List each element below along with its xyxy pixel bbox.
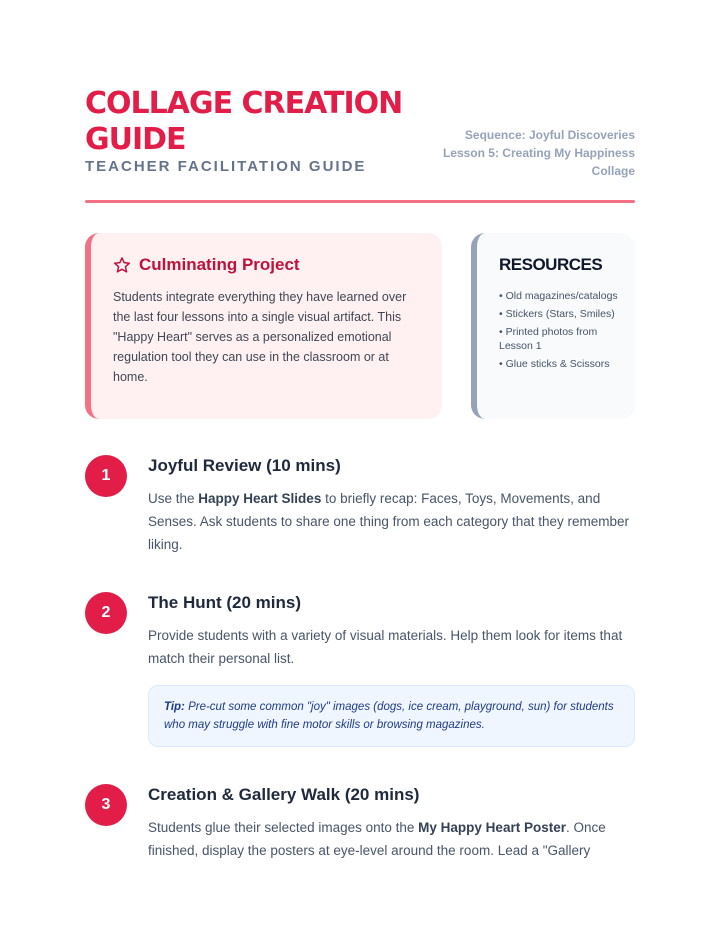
step-title: The Hunt (20 mins) [148,593,302,612]
step-description: Provide students with a variety of visual materials. Help them look for items that match their personal list. [148,628,623,666]
page-subtitle: TEACHER FACILITATION GUIDE [85,158,367,175]
step-description: Students glue their selected images onto the My Happy Heart Poster. Once finished, display the posters at eye-level around the room. Lead a "Gallery [148,820,606,858]
lesson-line: Lesson 5: Creating My Happiness Collage [442,146,635,178]
resources-card [471,233,635,419]
sequence-line: Sequence: Joyful Discoveries [464,128,635,142]
step-number-badge: 3 [85,784,127,826]
step-number-badge: 2 [85,592,127,634]
step-description: Use the Happy Heart Slides to briefly recap: Faces, Toys, Movements, and Senses. Ask students to share one thing from each category that they remember liking. [148,491,630,552]
tip-text: Pre-cut some common "joy" images (dogs, ice cream, playground, sun) for students who may struggle with fine motor skills or browsing magazines. [164,701,614,731]
step-title: Creation & Gallery Walk (20 mins) [148,785,420,804]
culminating-project-card [85,233,442,419]
tip-box [148,685,635,747]
resources-list [499,289,623,371]
step-number-badge: 1 [85,455,127,497]
emphasis-text: My Happy Heart Poster [418,820,566,835]
step-title: Joyful Review (10 mins) [148,456,341,475]
sequence-info [415,126,635,180]
project-description: Students integrate everything they have learned over the last four lessons into a single visual artifact. This "Happy Heart" serves as a personalized emotional regulation tool they can use in the classroom or at home. [113,290,407,384]
resource-item: • Old magazines/catalogs [499,290,618,302]
resources-title: RESOURCES [499,255,603,274]
resource-item: • Printed photos from Lesson 1 [499,326,598,352]
page-header [85,86,635,186]
project-title: Culminating Project [139,255,300,274]
tip-label: Tip: [164,701,185,713]
emphasis-text: Happy Heart Slides [198,491,322,506]
resource-item: • Stickers (Stars, Smiles) [499,308,615,320]
header-divider [85,200,635,203]
star-icon [113,256,131,274]
resource-item: • Glue sticks & Scissors [499,358,610,370]
page-title: COLLAGE CREATION GUIDE [85,86,403,157]
